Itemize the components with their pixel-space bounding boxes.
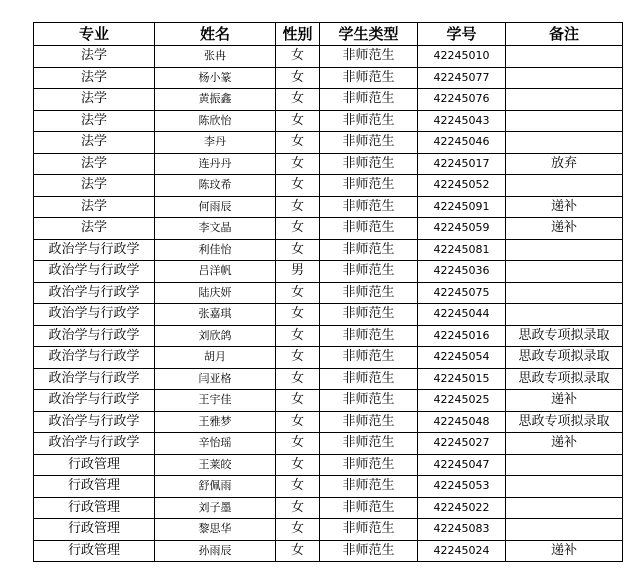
cell-note — [506, 239, 623, 261]
cell-student-id: 42245059 — [418, 218, 506, 240]
cell-gender: 女 — [276, 110, 320, 132]
cell-gender: 男 — [276, 261, 320, 283]
cell-student-id: 42245083 — [418, 519, 506, 541]
cell-major: 政治学与行政学 — [34, 261, 155, 283]
cell-student-type: 非师范生 — [320, 110, 418, 132]
cell-name: 王雅梦 — [155, 411, 276, 433]
cell-major: 行政管理 — [34, 519, 155, 541]
cell-name: 陈欣怡 — [155, 110, 276, 132]
cell-gender: 女 — [276, 175, 320, 197]
cell-note: 思政专项拟录取 — [506, 325, 623, 347]
cell-note: 递补 — [506, 218, 623, 240]
cell-note: 思政专项拟录取 — [506, 411, 623, 433]
table-row — [34, 132, 623, 154]
cell-name: 李文晶 — [155, 218, 276, 240]
cell-student-type: 非师范生 — [320, 239, 418, 261]
cell-student-type: 非师范生 — [320, 261, 418, 283]
table-row — [34, 239, 623, 261]
table-row — [34, 519, 623, 541]
table-row — [34, 46, 623, 68]
cell-name: 杨小篆 — [155, 67, 276, 89]
header-name: 姓名 — [155, 23, 276, 46]
cell-note: 思政专项拟录取 — [506, 347, 623, 369]
cell-gender: 女 — [276, 390, 320, 412]
cell-major: 政治学与行政学 — [34, 347, 155, 369]
cell-note: 递补 — [506, 196, 623, 218]
table-row — [34, 347, 623, 369]
table-row — [34, 540, 623, 562]
cell-major: 行政管理 — [34, 476, 155, 498]
table-row — [34, 454, 623, 476]
cell-gender: 女 — [276, 239, 320, 261]
cell-student-type: 非师范生 — [320, 282, 418, 304]
cell-gender: 女 — [276, 46, 320, 68]
cell-student-id: 42245048 — [418, 411, 506, 433]
cell-student-type: 非师范生 — [320, 132, 418, 154]
cell-gender: 女 — [276, 433, 320, 455]
cell-name: 黎思华 — [155, 519, 276, 541]
cell-student-type: 非师范生 — [320, 347, 418, 369]
cell-student-type: 非师范生 — [320, 304, 418, 326]
table-row — [34, 304, 623, 326]
cell-gender: 女 — [276, 325, 320, 347]
cell-gender: 女 — [276, 153, 320, 175]
cell-student-id: 42245025 — [418, 390, 506, 412]
table-row — [34, 476, 623, 498]
cell-gender: 女 — [276, 476, 320, 498]
table-row — [34, 67, 623, 89]
cell-student-id: 42245047 — [418, 454, 506, 476]
table-row — [34, 325, 623, 347]
cell-note: 递补 — [506, 390, 623, 412]
cell-gender: 女 — [276, 132, 320, 154]
cell-gender: 女 — [276, 347, 320, 369]
cell-student-id: 42245044 — [418, 304, 506, 326]
cell-note: 思政专项拟录取 — [506, 368, 623, 390]
table-row — [34, 390, 623, 412]
cell-student-type: 非师范生 — [320, 497, 418, 519]
cell-note — [506, 175, 623, 197]
cell-major: 法学 — [34, 110, 155, 132]
cell-gender: 女 — [276, 411, 320, 433]
cell-note — [506, 519, 623, 541]
cell-student-type: 非师范生 — [320, 368, 418, 390]
cell-name: 何雨辰 — [155, 196, 276, 218]
cell-note: 递补 — [506, 540, 623, 562]
cell-gender: 女 — [276, 497, 320, 519]
cell-gender: 女 — [276, 519, 320, 541]
table-row — [34, 497, 623, 519]
cell-major: 政治学与行政学 — [34, 325, 155, 347]
cell-note — [506, 261, 623, 283]
cell-student-id: 42245024 — [418, 540, 506, 562]
cell-student-id: 42245016 — [418, 325, 506, 347]
cell-student-id: 42245076 — [418, 89, 506, 111]
cell-student-type: 非师范生 — [320, 519, 418, 541]
header-student-type: 学生类型 — [320, 23, 418, 46]
cell-student-id: 42245015 — [418, 368, 506, 390]
cell-name: 孙雨辰 — [155, 540, 276, 562]
cell-major: 法学 — [34, 89, 155, 111]
cell-major: 政治学与行政学 — [34, 304, 155, 326]
cell-gender: 女 — [276, 540, 320, 562]
cell-name: 利佳怡 — [155, 239, 276, 261]
cell-major: 政治学与行政学 — [34, 239, 155, 261]
cell-major: 法学 — [34, 175, 155, 197]
cell-student-id: 42245054 — [418, 347, 506, 369]
header-major: 专业 — [34, 23, 155, 46]
cell-major: 法学 — [34, 132, 155, 154]
cell-note: 放弃 — [506, 153, 623, 175]
cell-student-type: 非师范生 — [320, 540, 418, 562]
cell-note — [506, 476, 623, 498]
table-row — [34, 89, 623, 111]
cell-student-type: 非师范生 — [320, 196, 418, 218]
cell-major: 政治学与行政学 — [34, 433, 155, 455]
cell-student-type: 非师范生 — [320, 476, 418, 498]
cell-gender: 女 — [276, 282, 320, 304]
table-row — [34, 175, 623, 197]
cell-student-id: 42245052 — [418, 175, 506, 197]
cell-note — [506, 304, 623, 326]
header-note: 备注 — [506, 23, 623, 46]
table-row — [34, 153, 623, 175]
cell-major: 政治学与行政学 — [34, 411, 155, 433]
cell-student-id: 42245027 — [418, 433, 506, 455]
cell-student-type: 非师范生 — [320, 89, 418, 111]
cell-note — [506, 454, 623, 476]
cell-student-type: 非师范生 — [320, 325, 418, 347]
cell-student-type: 非师范生 — [320, 411, 418, 433]
cell-major: 行政管理 — [34, 497, 155, 519]
cell-student-id: 42245017 — [418, 153, 506, 175]
cell-name: 辛怡瑶 — [155, 433, 276, 455]
cell-major: 法学 — [34, 67, 155, 89]
table-row — [34, 368, 623, 390]
cell-note: 递补 — [506, 433, 623, 455]
table-row — [34, 110, 623, 132]
cell-name: 陆庆妍 — [155, 282, 276, 304]
cell-name: 吕洋帆 — [155, 261, 276, 283]
cell-student-id: 42245010 — [418, 46, 506, 68]
cell-gender: 女 — [276, 89, 320, 111]
cell-student-id: 42245043 — [418, 110, 506, 132]
cell-student-id: 42245081 — [418, 239, 506, 261]
cell-note — [506, 89, 623, 111]
cell-major: 行政管理 — [34, 454, 155, 476]
cell-name: 张嘉琪 — [155, 304, 276, 326]
cell-major: 政治学与行政学 — [34, 368, 155, 390]
cell-student-type: 非师范生 — [320, 175, 418, 197]
cell-student-type: 非师范生 — [320, 67, 418, 89]
cell-gender: 女 — [276, 368, 320, 390]
cell-student-id: 42245036 — [418, 261, 506, 283]
cell-note — [506, 46, 623, 68]
cell-name: 黄振鑫 — [155, 89, 276, 111]
cell-note — [506, 282, 623, 304]
cell-note — [506, 497, 623, 519]
cell-major: 行政管理 — [34, 540, 155, 562]
cell-student-type: 非师范生 — [320, 433, 418, 455]
header-gender: 性别 — [276, 23, 320, 46]
table-row — [34, 261, 623, 283]
table-row — [34, 433, 623, 455]
cell-name: 胡月 — [155, 347, 276, 369]
cell-name: 闫亚格 — [155, 368, 276, 390]
table-row — [34, 411, 623, 433]
table-row — [34, 196, 623, 218]
cell-student-id: 42245075 — [418, 282, 506, 304]
cell-gender: 女 — [276, 196, 320, 218]
cell-name: 李丹 — [155, 132, 276, 154]
cell-major: 法学 — [34, 218, 155, 240]
cell-student-type: 非师范生 — [320, 218, 418, 240]
cell-gender: 女 — [276, 304, 320, 326]
cell-note — [506, 110, 623, 132]
cell-student-type: 非师范生 — [320, 390, 418, 412]
cell-gender: 女 — [276, 454, 320, 476]
cell-major: 法学 — [34, 196, 155, 218]
cell-gender: 女 — [276, 218, 320, 240]
cell-note — [506, 132, 623, 154]
cell-student-type: 非师范生 — [320, 153, 418, 175]
cell-name: 陈玟希 — [155, 175, 276, 197]
cell-student-id: 42245077 — [418, 67, 506, 89]
cell-student-type: 非师范生 — [320, 454, 418, 476]
cell-name: 刘子墨 — [155, 497, 276, 519]
cell-major: 法学 — [34, 153, 155, 175]
cell-student-type: 非师范生 — [320, 46, 418, 68]
cell-name: 王宇佳 — [155, 390, 276, 412]
cell-major: 政治学与行政学 — [34, 390, 155, 412]
cell-note — [506, 67, 623, 89]
cell-student-id: 42245046 — [418, 132, 506, 154]
cell-name: 刘欣鸽 — [155, 325, 276, 347]
table-row — [34, 282, 623, 304]
header-student-id: 学号 — [418, 23, 506, 46]
cell-student-id: 42245091 — [418, 196, 506, 218]
cell-student-id: 42245053 — [418, 476, 506, 498]
table-row — [34, 218, 623, 240]
table-header-row — [34, 23, 623, 46]
cell-name: 王莱皎 — [155, 454, 276, 476]
cell-gender: 女 — [276, 67, 320, 89]
cell-major: 政治学与行政学 — [34, 282, 155, 304]
cell-major: 法学 — [34, 46, 155, 68]
cell-name: 张冉 — [155, 46, 276, 68]
cell-name: 舒佩雨 — [155, 476, 276, 498]
cell-student-id: 42245022 — [418, 497, 506, 519]
cell-name: 连丹丹 — [155, 153, 276, 175]
student-table — [33, 22, 623, 562]
